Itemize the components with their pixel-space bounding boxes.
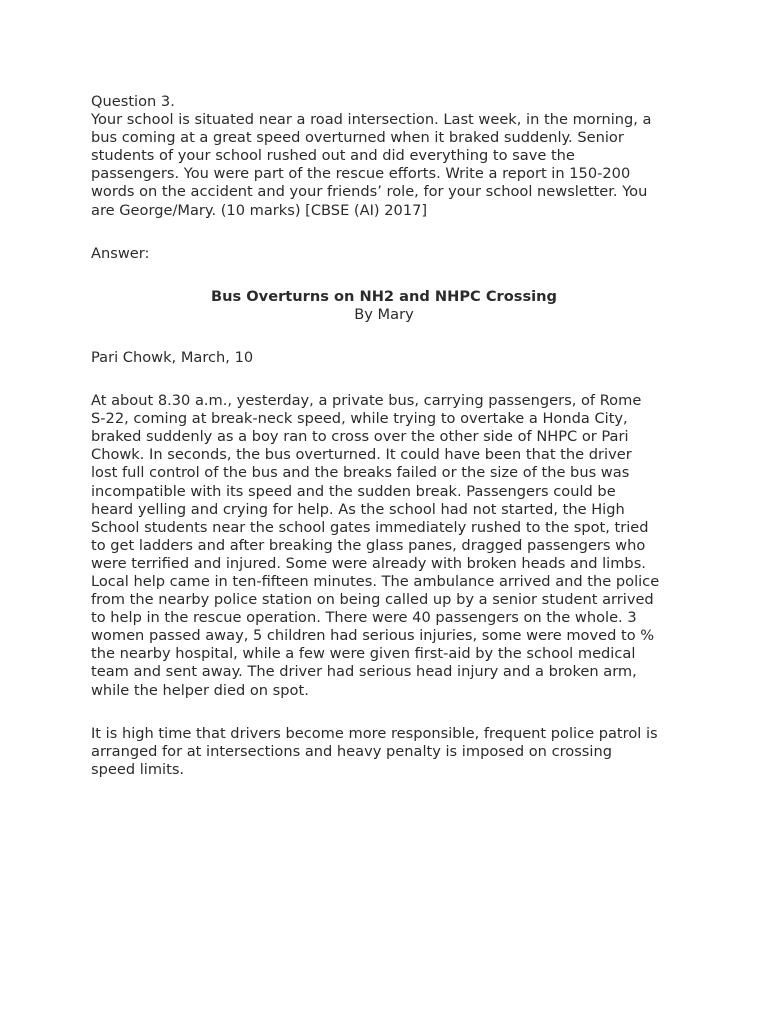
document-content — [91, 93, 687, 779]
article-dateline: Pari Chowk, March, 10 — [91, 348, 254, 366]
answer-label: Answer: — [91, 244, 150, 262]
article-header — [91, 288, 677, 324]
question-heading: Question 3. — [91, 93, 175, 110]
article-paragraph-1: At about 8.30 a.m., yesterday, a private bus, carrying passengers, of Rome S-22, coming at break-neck speed, while trying to overtake a Honda City, braked suddenly as a boy ran to cross over the other side of NHPC or Pari Chowk. In seconds, the bus overturned. It could have been that the driver lost full control of the bus and the breaks failed or the size of the bus was incompatible with its speed and the sudden break. Passengers could be heard yelling and crying for help. As the school had not started, the High School students near the school gates immediately rushed to the spot, tried to get ladders and after breaking the glass panes, dragged passengers who were terrified and injured. Some were already with broken heads and limbs. Local help came in ten-fifteen minutes. The ambulance arrived and the police from the nearby police station on being called up by a senior student arrived to help in the rescue operation. There were 40 passengers on the whole. 3 women passed away, 5 children had serious injuries, some were moved to % the nearby hospital, while a few were given first-aid by the school medical team and sent away. The driver had serious head injury and a broken arm, while the helper died on spot. — [91, 392, 660, 699]
article-title: Bus Overturns on NH2 and NHPC Crossing — [211, 287, 557, 305]
question-block — [91, 93, 687, 220]
article-byline: By Mary — [354, 305, 414, 323]
article-paragraph-2: It is high time that drivers become more responsible, frequent police patrol is arranged for at intersections and heavy penalty is imposed on crossing speed limits. — [91, 724, 658, 778]
question-text: Your school is situated near a road intersection. Last week, in the morning, a bus coming at a great speed overturned when it braked suddenly. Senior students of your school rushed out and did everything to save the passengers. You were part of the rescue efforts. Write a report in 150-200 words on the accident and your friends’ role, for your school newsletter. You are George/Mary. (10 marks) [CBSE (AI) 2017] — [91, 111, 652, 219]
